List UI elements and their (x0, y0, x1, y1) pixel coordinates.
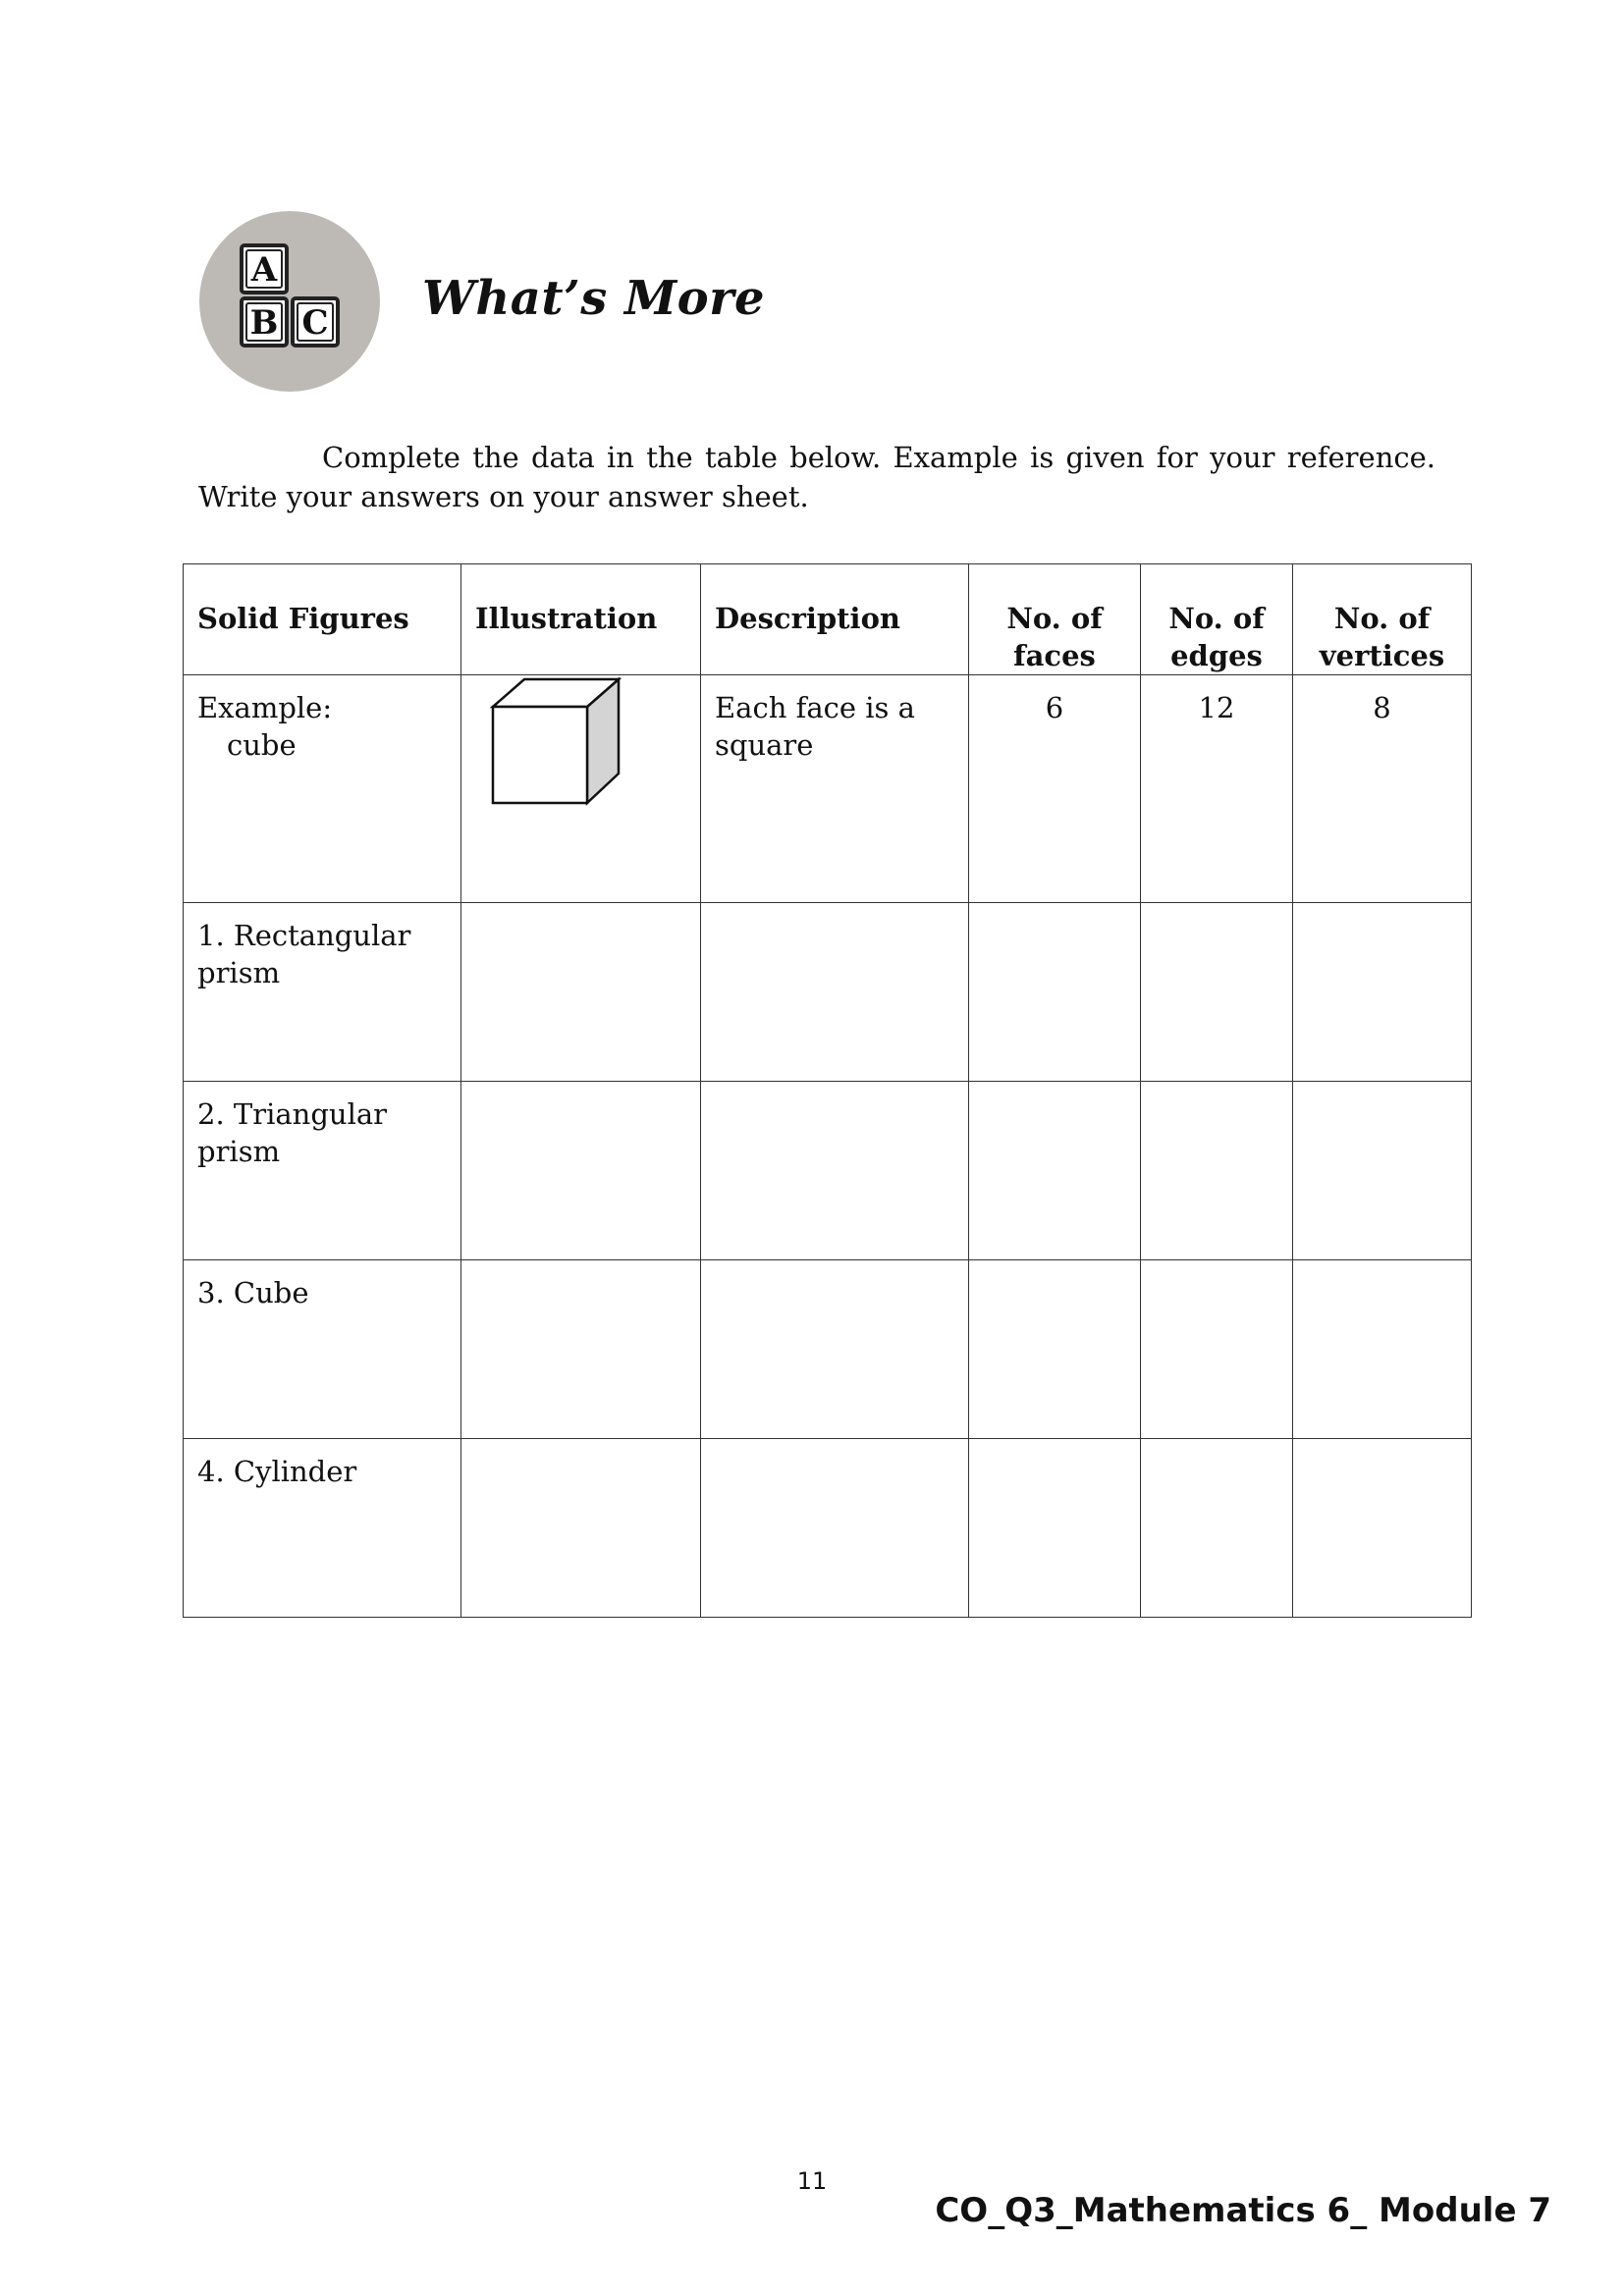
row-1-label (184, 903, 461, 1082)
row-3-label (184, 1260, 461, 1439)
example-vertices: 8 (1293, 675, 1472, 903)
example-figure-name: cube (227, 728, 297, 762)
row-1-label-line2: prism (197, 956, 281, 989)
cube-icon (485, 677, 623, 815)
row-3-edges (1141, 1260, 1293, 1439)
row-2-faces (969, 1082, 1141, 1260)
row-2-label-line2: prism (197, 1135, 281, 1168)
row-3-description (701, 1260, 969, 1439)
block-b (242, 298, 287, 346)
table-row (184, 903, 1472, 1082)
example-label: Example: (197, 691, 333, 724)
header-faces-line1: No. of (1006, 602, 1103, 635)
example-label-cell (184, 675, 461, 903)
block-a-letter: A (250, 250, 278, 290)
row-4-description (701, 1439, 969, 1618)
block-a (242, 245, 287, 293)
instructions-text: Complete the data in the table below. Example is given for your reference. Write your answers on your answer sheet. (198, 441, 1435, 513)
row-1-illustration (461, 903, 701, 1082)
row-4-vertices (1293, 1439, 1472, 1618)
block-b-letter: B (249, 303, 279, 343)
header-vertices (1293, 564, 1472, 675)
table-header-row (184, 564, 1472, 675)
row-2-vertices (1293, 1082, 1472, 1260)
header-solid-figures: Solid Figures (184, 564, 461, 675)
example-illustration-cell (461, 675, 701, 903)
module-code: CO_Q3_Mathematics 6_ Module 7 (935, 2191, 1551, 2230)
header-edges-line2: edges (1170, 639, 1263, 672)
example-description: Each face is a square (701, 675, 969, 903)
header-vertices-line2: vertices (1319, 639, 1445, 672)
block-c (293, 298, 338, 346)
header-edges-line1: No. of (1168, 602, 1265, 635)
table-row (184, 1260, 1472, 1439)
header-faces (969, 564, 1141, 675)
row-1-vertices (1293, 903, 1472, 1082)
row-2-description (701, 1082, 969, 1260)
header-illustration: Illustration (461, 564, 701, 675)
row-4-faces (969, 1439, 1141, 1618)
row-3-vertices (1293, 1260, 1472, 1439)
row-2-label-line1: 2. Triangular (197, 1097, 388, 1131)
solid-figures-table (183, 563, 1472, 1618)
row-4-label (184, 1439, 461, 1618)
table-row-example (184, 675, 1472, 903)
row-4-illustration (461, 1439, 701, 1618)
header-description: Description (701, 564, 969, 675)
row-1-description (701, 903, 969, 1082)
row-2-illustration (461, 1082, 701, 1260)
section-title: What’s More (422, 271, 765, 326)
block-c-letter: C (301, 303, 329, 343)
table-row (184, 1082, 1472, 1260)
row-1-label-line1: 1. Rectangular (197, 919, 411, 952)
table-row (184, 1439, 1472, 1618)
header-edges (1141, 564, 1293, 675)
example-faces: 6 (969, 675, 1141, 903)
row-1-edges (1141, 903, 1293, 1082)
row-2-edges (1141, 1082, 1293, 1260)
instructions (198, 438, 1435, 516)
example-edges: 12 (1141, 675, 1293, 903)
header-vertices-line1: No. of (1333, 602, 1431, 635)
row-1-faces (969, 903, 1141, 1082)
row-3-label-line1: 3. Cube (197, 1276, 309, 1309)
row-4-label-line1: 4. Cylinder (197, 1455, 357, 1488)
row-4-edges (1141, 1439, 1293, 1618)
row-3-faces (969, 1260, 1141, 1439)
page-number: 11 (796, 2167, 828, 2195)
header-faces-line2: faces (1013, 639, 1096, 672)
row-3-illustration (461, 1260, 701, 1439)
abc-blocks-icon (198, 210, 381, 393)
row-2-label (184, 1082, 461, 1260)
